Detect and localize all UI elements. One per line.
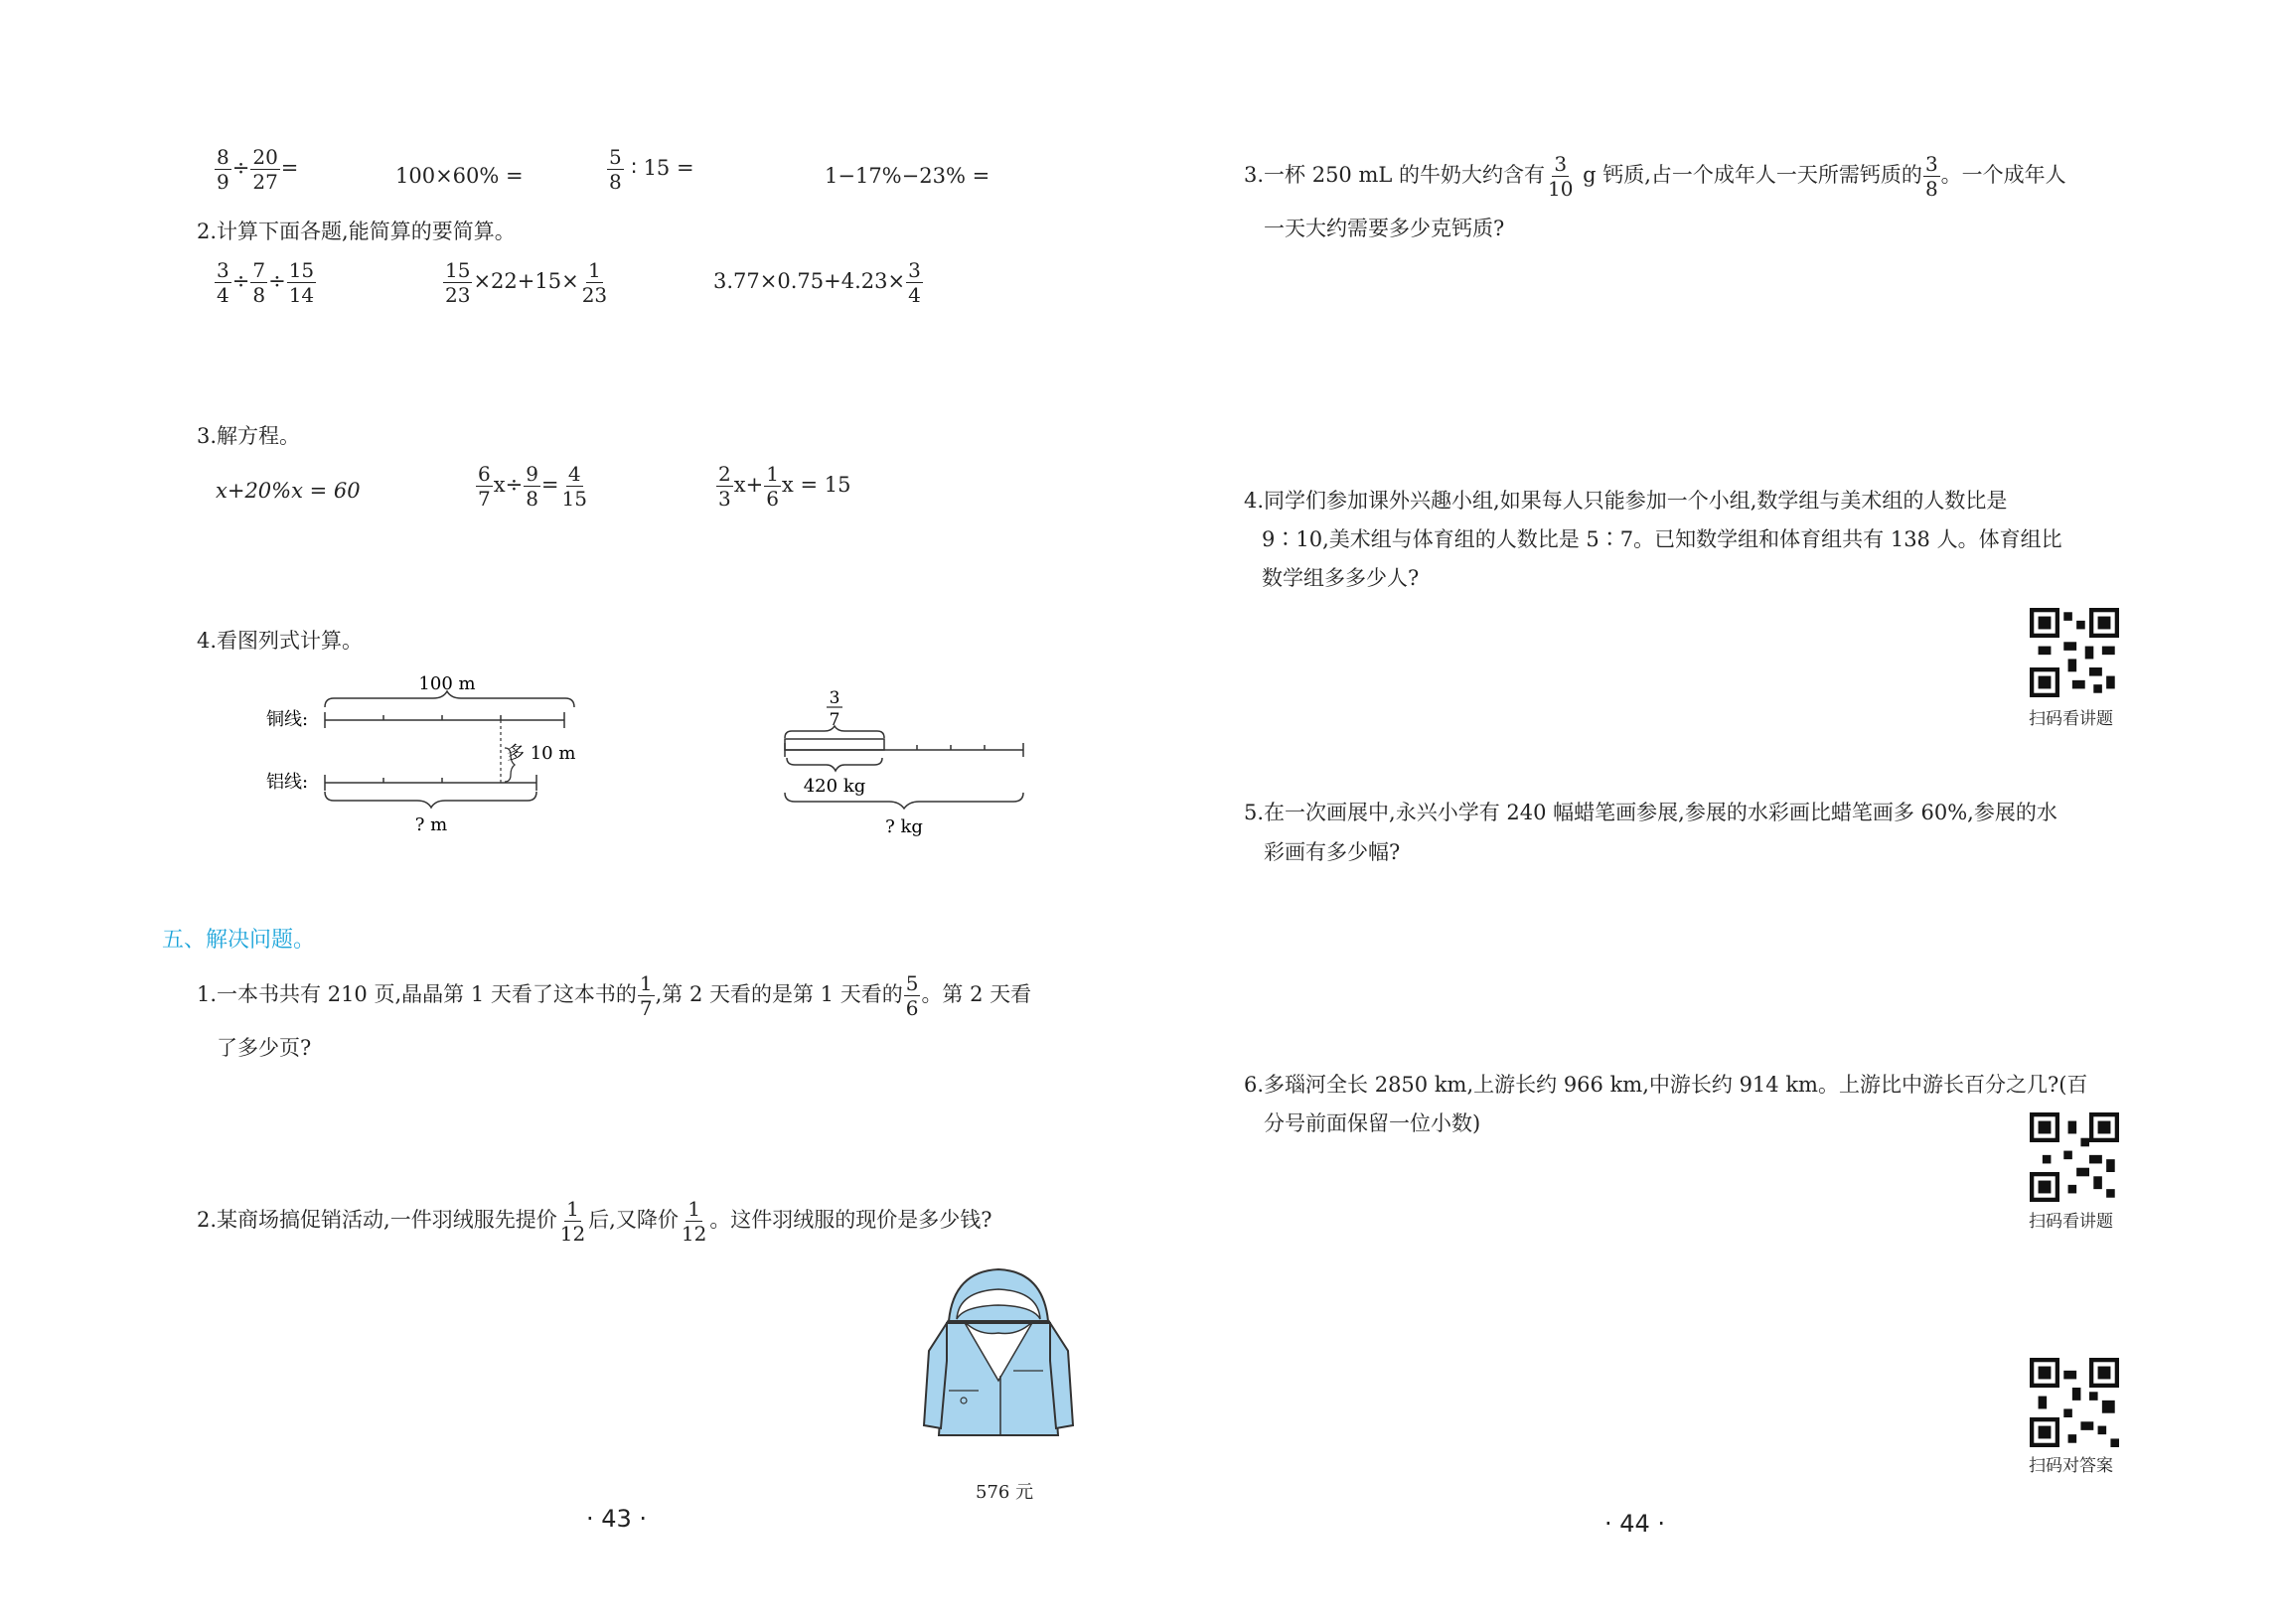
qr-code-2[interactable] (2030, 1112, 2119, 1202)
q2-title: 2.计算下面各题,能简算的要简算。 (197, 220, 516, 243)
fig2-frac-num: 3 (829, 688, 840, 708)
qr-3-label: 扫码对答案 (2029, 1456, 2113, 1476)
q2-b: $\frac{15}{23}$ ×22+15× $\frac{1}{23}$ (445, 258, 608, 307)
bottom-brace (325, 792, 536, 808)
line-diagram-weight (775, 685, 1033, 844)
fig2-bottom-label: ? kg (885, 816, 923, 837)
q2-a: $\frac{3}{4}$ ÷ $\frac{7}{8}$ ÷ $\frac{15}{14}$ (217, 258, 315, 307)
problem-r5-line1: 5.在一次画展中,永兴小学有 240 幅蜡笔画参展,参展的水彩画比蜡笔画多 60%,参展的水 (1244, 801, 2057, 824)
expr-3: $\frac{5}{8}$ ∶ 15 = (609, 145, 694, 194)
label-question-m: ? m (414, 814, 448, 835)
problem-r3-line1: 3.一杯 250 mL 的牛奶大约含有 $\frac{3}{10}$ g 钙质,占一个成年人一天所需钙质的 $\frac{3}{8}$ 。一个成年人 (1244, 152, 2066, 201)
problem-1-line1: 1.一本书共有 210 页,晶晶第 1 天看了这本书的 $\frac{1}{7}$ ,第 2 天看的是第 1 天看的 $\frac{5}{6}$ 。第 2 天看 (197, 971, 1032, 1020)
label-aluminum: 铝线: (266, 772, 309, 793)
qr-code-1[interactable] (2030, 608, 2119, 697)
fig2-mid-label: 420 kg (803, 776, 866, 797)
line-diagram-copper-aluminum (258, 665, 596, 844)
page-number-43: · 43 · (586, 1505, 648, 1533)
problem-r3-line2: 一天大约需要多少克钙质? (1264, 217, 1505, 240)
fig2-mid-brace (787, 758, 882, 771)
fig2-frac-den: 7 (829, 710, 840, 730)
q3-c: $\frac{2}{3}$ x+ $\frac{1}{6}$ x = 15 (718, 462, 851, 511)
qr-code-3[interactable] (2030, 1358, 2119, 1447)
expr-4: 1−17%−23% = (825, 164, 990, 188)
q3-a: x+20%x = 60 (216, 479, 361, 503)
label-more-10m: 多 10 m (507, 743, 576, 764)
q4-title: 4.看图列式计算。 (197, 629, 364, 653)
jacket-illustration (919, 1261, 1078, 1460)
page-number-44: · 44 · (1604, 1510, 1666, 1538)
problem-2: 2.某商场搞促销活动,一件羽绒服先提价 $\frac{1}{12}$ 后,又降价 $\frac{1}{12}$ 。这件羽绒服的现价是多少钱? (197, 1197, 992, 1246)
fig2-segment-box (785, 739, 884, 750)
problem-1-line2: 了多少页? (217, 1036, 312, 1060)
problem-r6-line2: 分号前面保留一位小数) (1264, 1111, 1481, 1135)
q3-b: $\frac{6}{7}$ x÷ $\frac{9}{8}$ = $\frac{4}{15}$ (478, 462, 587, 511)
label-copper: 铜线: (266, 709, 309, 730)
q3-title: 3.解方程。 (197, 424, 301, 448)
problem-r5-line2: 彩画有多少幅? (1264, 840, 1401, 864)
problem-r4-line3: 数学组多多少人? (1262, 566, 1420, 590)
top-brace (325, 691, 574, 707)
problem-r4-line2: 9∶10,美术组与体育组的人数比是 5∶7。已知数学组和体育组共有 138 人。体育组比 (1262, 527, 2062, 551)
qr-2-label: 扫码看讲题 (2029, 1212, 2113, 1232)
problem-r4-line1: 4.同学们参加课外兴趣小组,如果每人只能参加一个小组,数学组与美术组的人数比是 (1244, 489, 2008, 513)
jacket-price: 576 元 (976, 1482, 1034, 1503)
qr-1-label: 扫码看讲题 (2029, 709, 2113, 729)
expr-2: 100×60% = (395, 164, 524, 188)
label-100m: 100 m (418, 673, 476, 694)
q2-c: 3.77×0.75+4.23× $\frac{3}{4}$ (713, 258, 921, 307)
section-5-title: 五、解决问题。 (162, 928, 316, 953)
expr-1: $\frac{8}{9}$ ÷ $\frac{20}{27}$ = (217, 145, 299, 194)
problem-r6-line1: 6.多瑙河全长 2850 km,上游长约 966 km,中游长约 914 km。上游比中游长百分之几?(百 (1244, 1073, 2088, 1097)
